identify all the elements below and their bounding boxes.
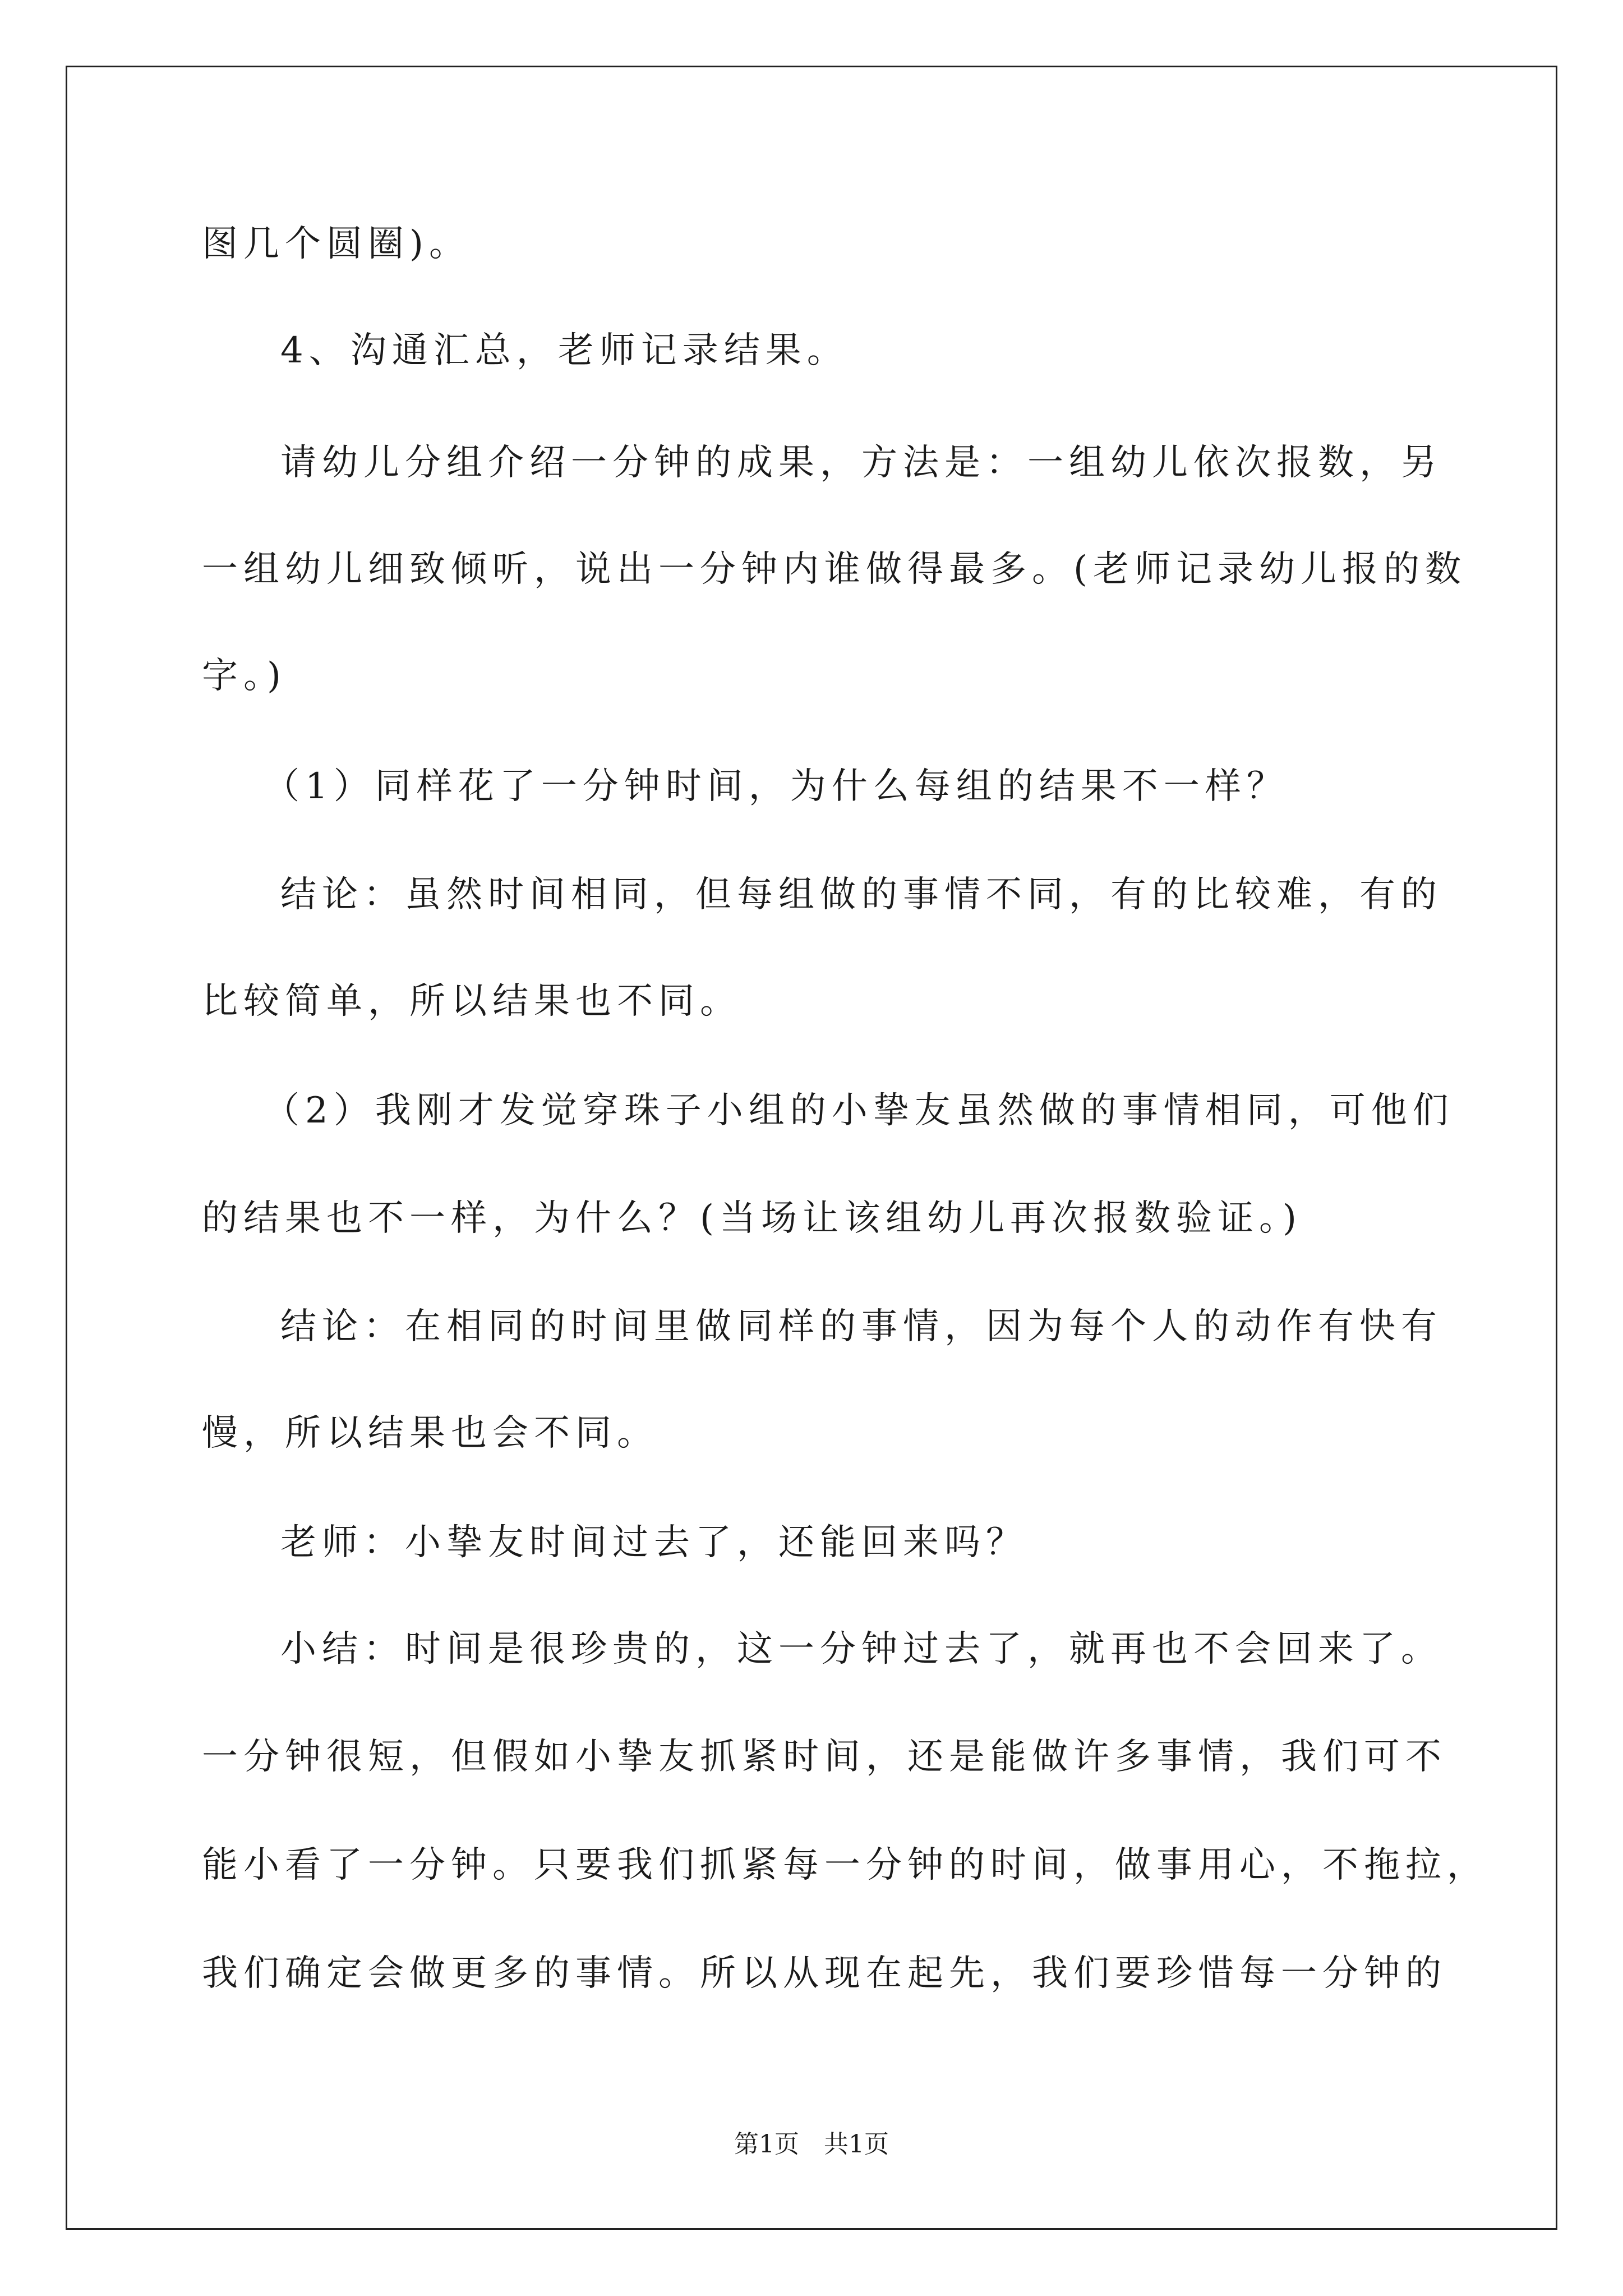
paragraph-line: 一分钟很短，但假如小挚友抓紧时间，还是能做许多事情，我们可不: [202, 1736, 1447, 1778]
paragraph-line: （1）同样花了一分钟时间，为什么每组的结果不一样？: [264, 766, 1288, 807]
paragraph-line: 结论：在相同的时间里做同样的事情，因为每个人的动作有快有: [280, 1306, 1442, 1347]
paragraph-line: 我们确定会做更多的事情。所以从现在起先，我们要珍惜每一分钟的: [202, 1953, 1447, 1994]
paragraph-line: 的结果也不一样，为什么？(当场让该组幼儿再次报数验证。): [202, 1198, 1302, 1239]
paragraph-line: 老师：小挚友时间过去了，还能回来吗？: [280, 1522, 1027, 1563]
paragraph-line: （2）我刚才发觉穿珠子小组的小挚友虽然做的事情相同，可他们: [264, 1090, 1454, 1131]
page-border: [66, 66, 1557, 2230]
paragraph-line: 一组幼儿细致倾听，说出一分钟内谁做得最多。(老师记录幼儿报的数: [202, 549, 1467, 590]
page-footer: 第1页 共1页: [734, 2130, 889, 2159]
paragraph-line: 结论：虽然时间相同，但每组做的事情不同，有的比较难，有的: [280, 874, 1442, 915]
paragraph-line: 能小看了一分钟。只要我们抓紧每一分钟的时间，做事用心，不拖拉，: [202, 1844, 1488, 1886]
paragraph-line: 4、沟通汇总，老师记录结果。: [280, 330, 849, 371]
paragraph-line: 请幼儿分组介绍一分钟的成果，方法是：一组幼儿依次报数，另: [280, 442, 1442, 484]
paragraph-line: 图几个圆圈)。: [202, 223, 471, 265]
paragraph-line: 小结：时间是很珍贵的，这一分钟过去了，就再也不会回来了。: [280, 1628, 1442, 1670]
paragraph-line: 字。): [202, 655, 287, 697]
paragraph-line: 慢，所以结果也会不同。: [202, 1412, 658, 1454]
paragraph-line: 比较简单，所以结果也不同。: [202, 981, 741, 1022]
